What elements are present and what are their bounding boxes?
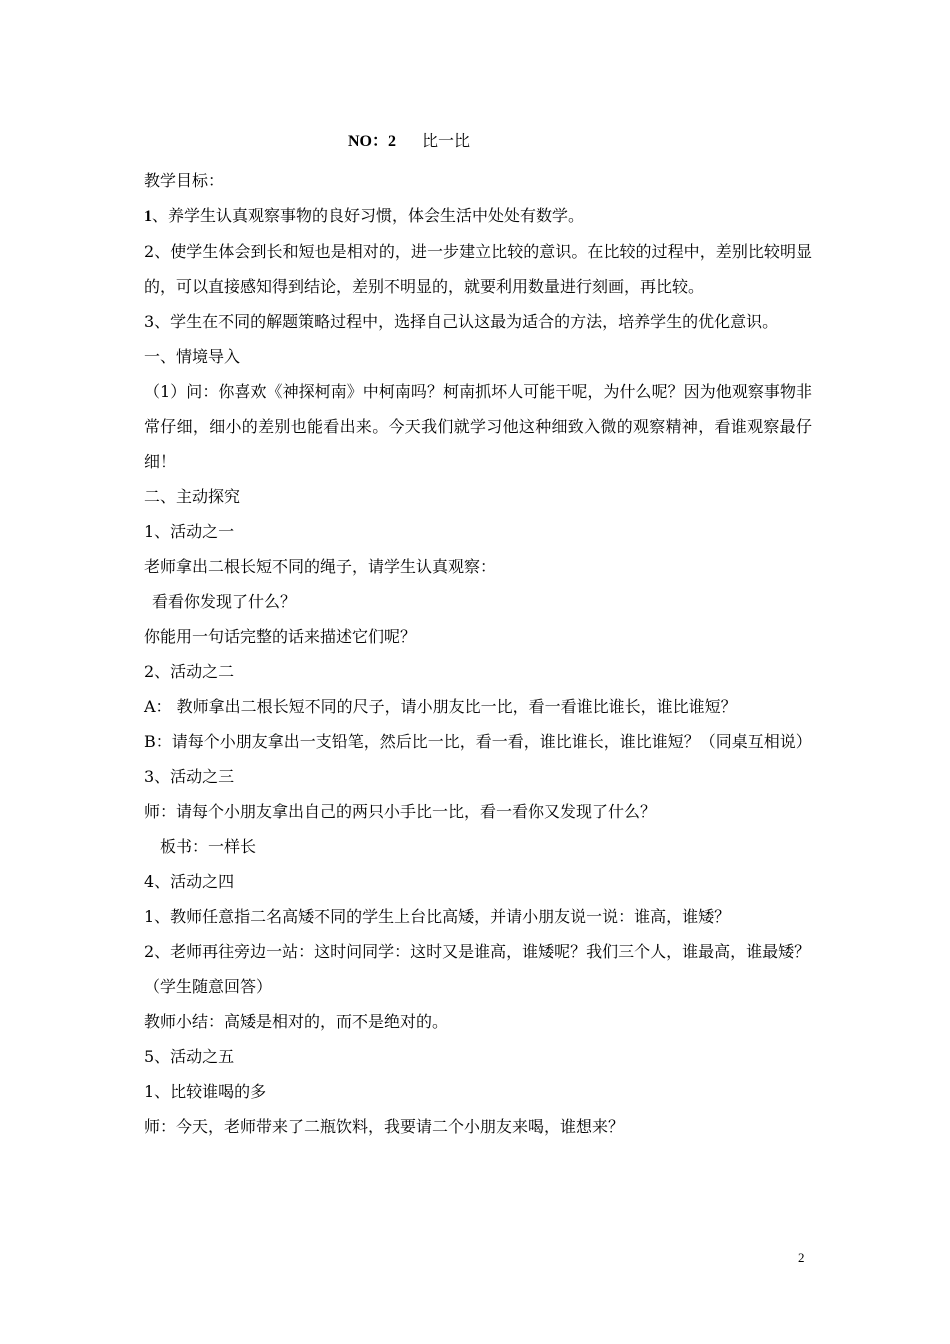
activity-5-line: 1、比较谁喝的多 — [144, 1082, 267, 1101]
activity-5-heading: 5、活动之五 — [144, 1047, 235, 1066]
activity-3-board-note: 板书：一样长 — [160, 837, 257, 856]
activity-4-line: （学生随意回答） — [144, 977, 273, 996]
activity-2-heading: 2、活动之二 — [144, 662, 235, 681]
activity-4-line: 2、老师再往旁边一站：这时问同学：这时又是谁高，谁矮呢？我们三个人，谁最高，谁最矮？ — [144, 942, 811, 961]
activity-4-line: 1、教师任意指二名高矮不同的学生上台比高矮，并请小朋友说一说：谁高，谁矮？ — [144, 907, 731, 926]
objective-1 — [144, 198, 812, 234]
activity-1-line: 看看你发现了什么？ — [152, 592, 297, 611]
activity-4-summary: 教师小结：高矮是相对的，而不是绝对的。 — [144, 1012, 449, 1031]
objectives-heading: 教学目标： — [144, 171, 225, 190]
objective-2: 2、使学生体会到长和短也是相对的，进一步建立比较的意识。在比较的过程中，差别比较明显的，可以直接感知得到结论，差别不明显的，就要利用数量进行刻画，再比较。 — [144, 242, 812, 296]
activity-1-line: 老师拿出二根长短不同的绳子，请学生认真观察： — [144, 557, 497, 576]
lesson-title-text: 比一比 — [422, 131, 471, 150]
objective-1-text: 、养学生认真观察事物的良好习惯，体会生活中处处有数学。 — [152, 206, 585, 225]
objective-3: 3、学生在不同的解题策略过程中，选择自己认这最为适合的方法，培养学生的优化意识。 — [144, 312, 779, 331]
lesson-number: NO：2 — [348, 133, 397, 150]
intro-question: （1）问：你喜欢《神探柯南》中柯南吗？柯南抓坏人可能干呢，为什么呢？因为他观察事物非常仔细，细小的差别也能看出来。今天我们就学习他这种细致入微的观察精神，看谁观察最仔细！ — [144, 382, 812, 471]
lesson-title — [348, 128, 470, 151]
page-number: 2 — [798, 1250, 805, 1265]
activity-1-line: 你能用一句话完整的话来描述它们呢？ — [144, 627, 417, 646]
section-heading-intro: 一、情境导入 — [144, 347, 241, 366]
activity-3-heading: 3、活动之三 — [144, 767, 235, 786]
objective-1-number: 1 — [144, 208, 152, 225]
activity-3-line: 师：请每个小朋友拿出自己的两只小手比一比，看一看你又发现了什么？ — [144, 802, 657, 821]
activity-4-heading: 4、活动之四 — [144, 872, 235, 891]
lesson-body — [144, 163, 812, 1144]
section-heading-explore: 二、主动探究 — [144, 487, 241, 506]
activity-2-a: A： 教师拿出二根长短不同的尺子，请小朋友比一比，看一看谁比谁长，谁比谁短？ — [144, 697, 737, 716]
activity-2-b: B：请每个小朋友拿出一支铅笔，然后比一比，看一看，谁比谁长，谁比谁短？（同桌互相说） — [144, 732, 812, 751]
activity-1-heading: 1、活动之一 — [144, 522, 235, 541]
activity-5-line: 师：今天，老师带来了二瓶饮料，我要请二个小朋友来喝，谁想来？ — [144, 1117, 625, 1136]
